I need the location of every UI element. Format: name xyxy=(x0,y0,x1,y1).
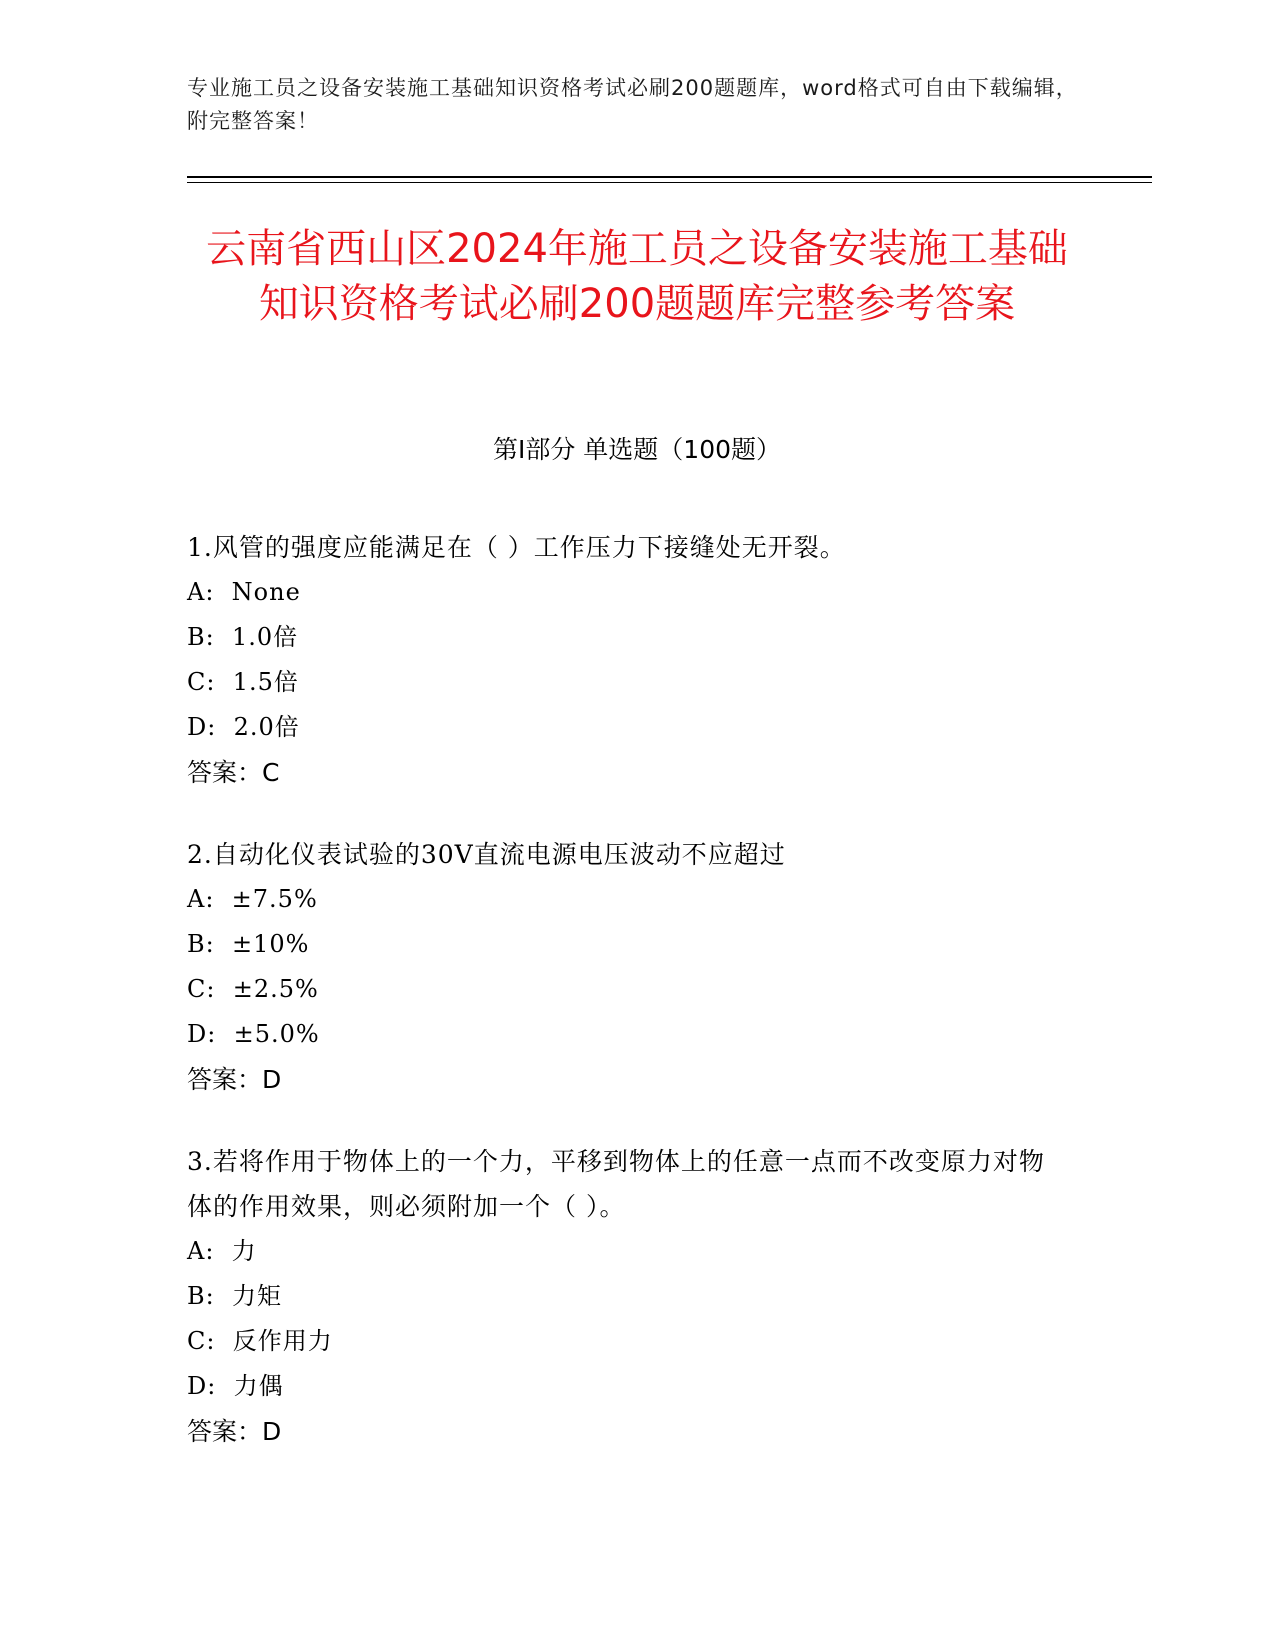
option-c: C: 1.5倍 xyxy=(187,668,299,696)
option-c: C: 反作用力 xyxy=(187,1327,333,1355)
question-stem: 1.风管的强度应能满足在（ ）工作压力下接缝处无开裂。 xyxy=(187,533,846,562)
answer: 答案：D xyxy=(187,1417,282,1446)
option-d: D: ±5.0% xyxy=(187,1020,320,1048)
question-2 xyxy=(187,832,1067,1102)
option-d: D: 力偶 xyxy=(187,1372,284,1400)
question-stem: 3.若将作用于物体上的一个力，平移到物体上的任意一点而不改变原力对物体的作用效果，则必须附加一个（ ）。 xyxy=(187,1147,1045,1221)
option-b: B: ±10% xyxy=(187,930,310,958)
option-d: D: 2.0倍 xyxy=(187,713,300,741)
question-list xyxy=(187,525,1067,1491)
question-1 xyxy=(187,525,1067,795)
section-title: 第Ⅰ部分 单选题（100题） xyxy=(492,435,782,464)
option-a: A: 力 xyxy=(187,1237,257,1265)
answer: 答案：C xyxy=(187,758,280,787)
answer: 答案：D xyxy=(187,1065,282,1094)
header-divider-thin xyxy=(187,182,1152,183)
option-c: C: ±2.5% xyxy=(187,975,319,1003)
option-a: A: None xyxy=(187,578,301,606)
document-title: 云南省西山区2024年施工员之设备安装施工基础知识资格考试必刷200题题库完整参考答案 xyxy=(206,226,1068,327)
option-b: B: 1.0倍 xyxy=(187,623,299,651)
option-a: A: ±7.5% xyxy=(187,885,318,913)
question-3 xyxy=(187,1139,1067,1454)
header-note: 专业施工员之设备安装施工基础知识资格考试必刷200题题库，word格式可自由下载编辑，附完整答案！ xyxy=(187,76,1078,133)
question-stem: 2.自动化仪表试验的30V直流电源电压波动不应超过 xyxy=(187,840,786,869)
option-b: B: 力矩 xyxy=(187,1282,282,1310)
header-divider-thick xyxy=(187,176,1152,178)
